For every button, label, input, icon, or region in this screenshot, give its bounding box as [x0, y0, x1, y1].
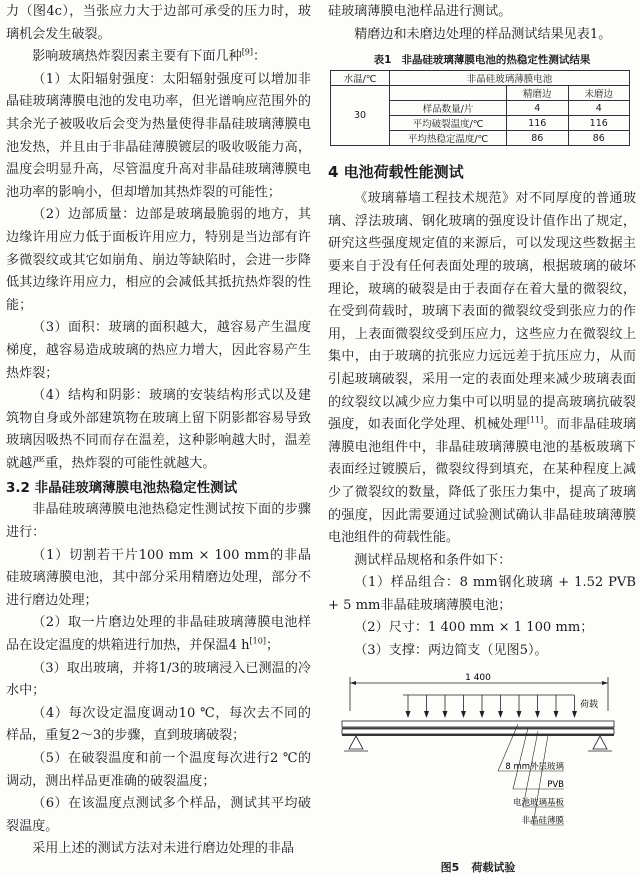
layer-label: 电池玻璃基板 — [512, 797, 564, 808]
paragraph: （5）在破裂温度和前一个温度每次进行2 ℃的调动，测出样品更准确的破裂温度； — [6, 751, 311, 789]
paragraph: （1）切割若干片100 mm × 100 mm的非晶硅玻璃薄膜电池，其中部分采用精磨边处理，部分不进行磨边处理； — [6, 547, 311, 608]
layer-label: PVB — [547, 779, 564, 790]
paragraph: 精磨边和未磨边处理的样品测试结果见表1。 — [354, 26, 612, 42]
paragraph: 影响玻璃热炸裂因素主要有下面几种[9]： — [32, 47, 267, 65]
load-arrow-head — [406, 711, 411, 718]
load-arrow-head — [443, 711, 448, 718]
load-test-figure — [328, 671, 628, 874]
header-water-temp: 水温/℃ — [331, 71, 390, 86]
right-support — [593, 736, 607, 749]
outer-glass-layer — [342, 721, 614, 727]
table-row: 样品数量/片 4 4 — [331, 101, 630, 116]
figure-caption — [328, 859, 628, 875]
paragraph: 力（图4c），当张应力大于边部可承受的压力时，玻璃机会发生破裂。 — [6, 4, 311, 42]
table-caption — [328, 52, 636, 67]
load-test-diagram — [328, 671, 628, 851]
header-group: 非晶硅玻璃薄膜电池 — [390, 71, 630, 86]
table-number: 表1 — [373, 54, 392, 67]
results-table — [330, 70, 630, 146]
paragraph: 硅玻璃薄膜电池样品进行测试。 — [328, 4, 512, 19]
load-label: 荷载 — [580, 699, 599, 710]
paragraph: （1）太阳辐射强度：太阳辐射强度可以增加非晶硅玻璃薄膜电池的发电功率，但光谱响应范围外的其余光子被吸收后会变为热量使得非晶硅玻璃薄膜电池发热，并且由于非晶硅薄膜镀层的吸收吸能力高，温度会明显升高，尽管温度升高对非晶硅玻璃薄膜电池功率的影响小，但却增加其热炸裂的可能性； — [6, 71, 311, 200]
substrate-layer — [342, 729, 614, 734]
table-cell — [390, 86, 507, 101]
citation: [11] — [526, 415, 544, 425]
paragraph: （4）结构和阴影：玻璃的安装结构形式以及建筑物自身或外部建筑物在玻璃上留下阴影都容易导致玻璃因吸热不同而存在温差，这种影响越大时，温差就越严重，热炸裂的可能性就越大。 — [6, 388, 311, 471]
film-layer — [342, 734, 614, 736]
header-ground: 精磨边 — [507, 86, 569, 101]
layer-label: 8 mm外层玻璃 — [505, 761, 564, 772]
figure-number: 图5 — [440, 860, 460, 874]
load-arrow-head — [480, 711, 485, 718]
paragraph: 采用上述的测试方法对未进行磨边处理的非晶 — [32, 841, 295, 857]
load-arrow-head — [424, 711, 429, 718]
paragraph: 非晶硅玻璃薄膜电池热稳定性测试按下面的步骤进行： — [6, 502, 311, 541]
paragraph: （2）尺寸：1 400 mm × 1 100 mm； — [354, 620, 594, 636]
paragraph: （3）支撑：两边简支（见图5）。 — [354, 643, 548, 659]
table-row: 平均破裂温度/℃ 116 116 — [331, 116, 630, 131]
paragraph: （4）每次设定温度调动10 ℃，每次去不同的样品，重复2～3的步骤，直到玻璃破裂； — [6, 705, 311, 744]
cell-water-temp: 30 — [331, 86, 390, 146]
left-support — [349, 736, 363, 749]
load-arrow-head — [535, 711, 540, 718]
load-arrows — [406, 695, 578, 718]
dimension-label: 1 400 — [465, 672, 491, 683]
table-title: 非晶硅玻璃薄膜电池的热稳定性测试结果 — [401, 54, 591, 67]
right-column — [328, 0, 637, 874]
left-column — [6, 0, 311, 861]
citation: [9] — [241, 47, 254, 57]
load-arrow-head — [517, 711, 522, 718]
table-row: 平均热稳定温度/℃ 86 86 — [331, 131, 630, 146]
figure-title: 荷载试验 — [471, 860, 516, 874]
citation: [10] — [249, 636, 266, 646]
paragraph: （6）在该温度点测试多个样品，测试其平均破裂温度。 — [6, 796, 311, 834]
load-arrow-head — [572, 711, 577, 718]
paragraph: 测试样品规格和条件如下： — [354, 552, 512, 568]
header-unground: 未磨边 — [568, 86, 630, 101]
section-heading: 4 电池荷载性能测试 — [328, 163, 464, 182]
load-arrow-head — [554, 711, 559, 718]
layer-label: 非晶硅薄膜 — [521, 815, 564, 826]
section-heading: 3.2 非晶硅玻璃薄膜电池热稳定性测试 — [6, 480, 238, 497]
paragraph: （2）取一片磨边处理的非晶硅玻璃薄膜电池样品在设定温度的烘箱进行加热，并保温4 h[10]； — [6, 615, 311, 654]
paragraph: （2）边部质量：边部是玻璃最脆弱的地方，其边缘许用应力低于面板许用应力，特别是当边部有许多微裂纹或其它如崩角、崩边等缺陷时，会进一步降低其边缘许用应力，相应的会减低其抵抗热炸裂的性能； — [6, 207, 311, 313]
paragraph: 《玻璃幕墙工程技术规范》对不同厚度的普通玻璃、浮法玻璃、钢化玻璃的强度设计值作出了规定，研究这些强度规定值的来源后，可以发现这些数据主要来自于没有任何表面处理的玻璃，根据玻璃的破坏理论，玻璃的破裂是由于表面存在着大量的微裂纹，在受到荷载时，玻璃下表面的微裂纹受到张应力的作用，上表面微裂纹受到压应力，这些应力在微裂纹上集中，由于玻璃的抗张应力远远差于抗压应力，从而引起玻璃破裂，采用一定的表面处理来减少玻璃表面的纹裂纹以减少应力集中可以明显的提高玻璃抗破裂强度，如表面化学处理、机械处理[11]。而非晶硅玻璃薄膜电池组件中，非晶硅玻璃薄膜电池的基板玻璃下表面经过镀膜后，微裂纹得到填充，在某种程度上减少了微裂纹的数量，降低了张压力集中，提高了玻璃的强度，因此需要通过试验测试确认非晶硅玻璃薄膜电池组件的荷载性能。 — [328, 191, 637, 546]
load-arrow-head — [498, 711, 503, 718]
paragraph: （3）面积：玻璃的面积越大，越容易产生温度梯度，越容易造成玻璃的热应力增大，因此容易产生热炸裂； — [6, 320, 311, 381]
load-arrow-head — [461, 711, 466, 718]
paragraph: （3）取出玻璃，并将1/3的玻璃浸入已测温的冷水中； — [6, 660, 311, 699]
paragraph: （1）样品组合：8 mm钢化玻璃 + 1.52 PVB + 5 mm非晶硅玻璃薄膜电池； — [328, 575, 636, 613]
